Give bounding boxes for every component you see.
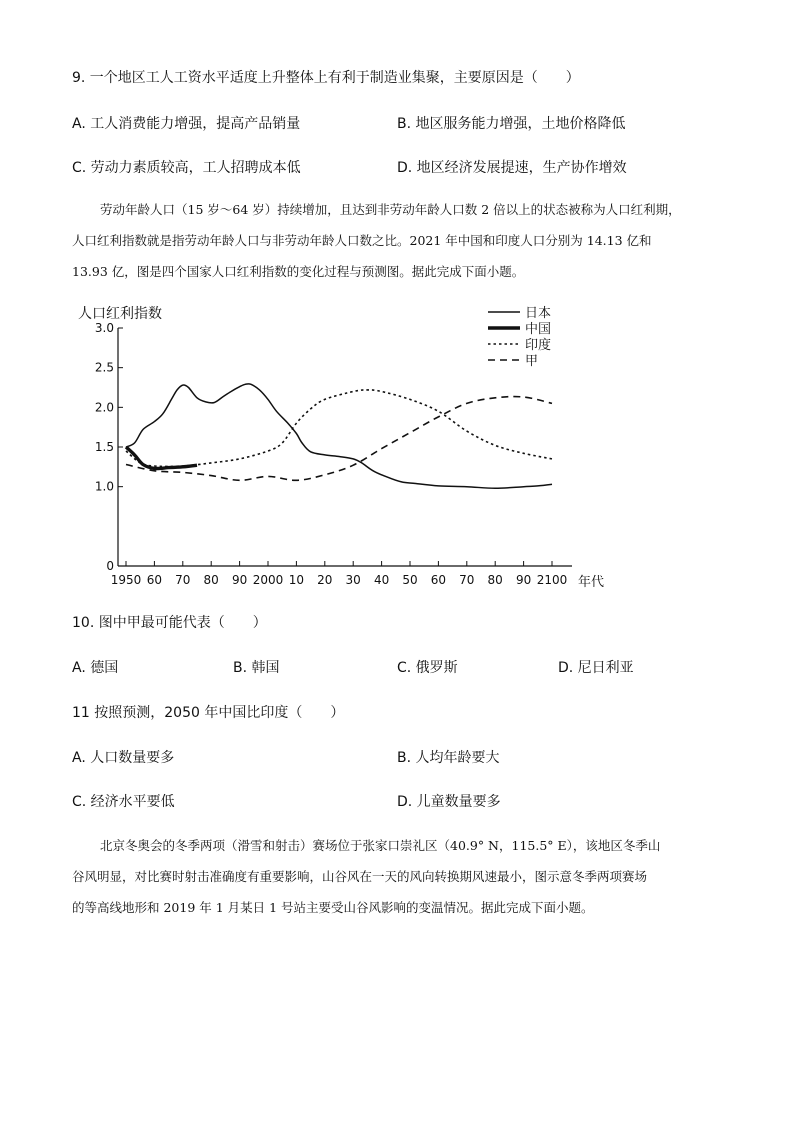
chart-series-lines — [126, 384, 552, 489]
q11-option-d: D. 儿童数量要多 — [397, 794, 501, 810]
chart-ylabel: 人口红利指数 — [78, 306, 162, 322]
legend-label-2: 中国 — [525, 322, 552, 337]
x-tick-label: 40 — [373, 573, 390, 587]
x-tick-label: 70 — [175, 573, 191, 587]
y-tick-label: 0 — [106, 559, 114, 573]
series-line-3 — [126, 390, 552, 467]
q11-stem: 11 按照预测，2050 年中国比印度（ ） — [72, 705, 345, 721]
passage-demographic-dividend — [72, 194, 722, 287]
q9-stem: 9. 一个地区工人工资水平适度上升整体上有利于制造业集聚，主要原因是（ ） — [72, 70, 580, 86]
passage1-line1: 劳动年龄人口（15 岁～64 岁）持续增加，且达到非劳动年龄人口数 2 倍以上的状态被称为人口红利期， — [100, 202, 681, 217]
q10-option-c: C. 俄罗斯 — [397, 660, 458, 676]
legend-label-4: 甲 — [525, 354, 539, 369]
x-tick-label: 90 — [231, 573, 248, 587]
x-tick-label: 20 — [317, 573, 333, 587]
legend-label-1: 日本 — [525, 306, 552, 321]
x-tick-label: 50 — [402, 573, 418, 587]
q9-option-b: B. 地区服务能力增强，土地价格降低 — [397, 116, 626, 132]
passage-winter-olympics — [72, 830, 722, 923]
chart-axes — [95, 321, 572, 587]
q11-option-a: A. 人口数量要多 — [72, 750, 175, 766]
y-tick-label: 2.5 — [94, 360, 114, 375]
chart-legend — [488, 305, 551, 369]
legend-label-3: 印度 — [525, 338, 552, 353]
demographic-dividend-chart — [60, 296, 620, 596]
q10-option-b: B. 韩国 — [233, 660, 280, 676]
x-tick-label: 80 — [487, 573, 503, 587]
passage1-line3: 13.93 亿，图是四个国家人口红利指数的变化过程与预测图。据此完成下面小题。 — [72, 264, 525, 279]
x-tick-label: 10 — [288, 573, 305, 587]
y-tick-label: 2.0 — [94, 400, 114, 415]
y-tick-label: 1.0 — [94, 479, 114, 494]
q11-option-b: B. 人均年龄要大 — [397, 750, 500, 766]
x-tick-label: 70 — [459, 573, 475, 587]
x-tick-label: 2100 — [536, 573, 568, 587]
x-tick-label: 60 — [146, 573, 163, 587]
q10-option-a: A. 德国 — [72, 660, 119, 676]
x-tick-label: 2000 — [252, 573, 284, 587]
q10-option-d: D. 尼日利亚 — [558, 660, 634, 676]
q9-option-a: A. 工人消费能力增强，提高产品销量 — [72, 116, 301, 132]
q10-stem: 10. 图中甲最可能代表（ ） — [72, 615, 267, 631]
q9-option-d: D. 地区经济发展提速，生产协作增效 — [397, 160, 627, 176]
y-tick-label: 1.5 — [94, 440, 114, 454]
x-tick-label: 30 — [345, 573, 361, 587]
passage1-line2: 人口红利指数就是指劳动年龄人口与非劳动年龄人口数之比。2021 年中国和印度人口分别为 14.13 亿和 — [72, 233, 652, 248]
x-tick-label: 60 — [430, 573, 447, 587]
x-tick-label: 80 — [203, 573, 219, 587]
q11-option-c: C. 经济水平要低 — [72, 794, 175, 810]
x-tick-label: 1950 — [110, 573, 142, 587]
q9-option-c: C. 劳动力素质较高，工人招聘成本低 — [72, 160, 301, 176]
chart-xlabel: 年代 — [578, 575, 605, 590]
y-tick-label: 3.0 — [94, 321, 114, 335]
series-line-2 — [126, 447, 197, 469]
passage2-line2: 谷风明显，对比赛时射击准确度有重要影响，山谷风在一天的风向转换期风速最小，图示意冬季两项赛场 — [72, 869, 648, 884]
passage2-line1: 北京冬奥会的冬季两项（滑雪和射击）赛场位于张家口崇礼区（40.9° N，115.5° E），该地区冬季山 — [100, 838, 661, 853]
passage2-line3: 的等高线地形和 2019 年 1 月某日 1 号站主要受山谷风影响的变温情况。据此完成下面小题。 — [72, 900, 594, 915]
x-tick-label: 90 — [515, 573, 532, 587]
